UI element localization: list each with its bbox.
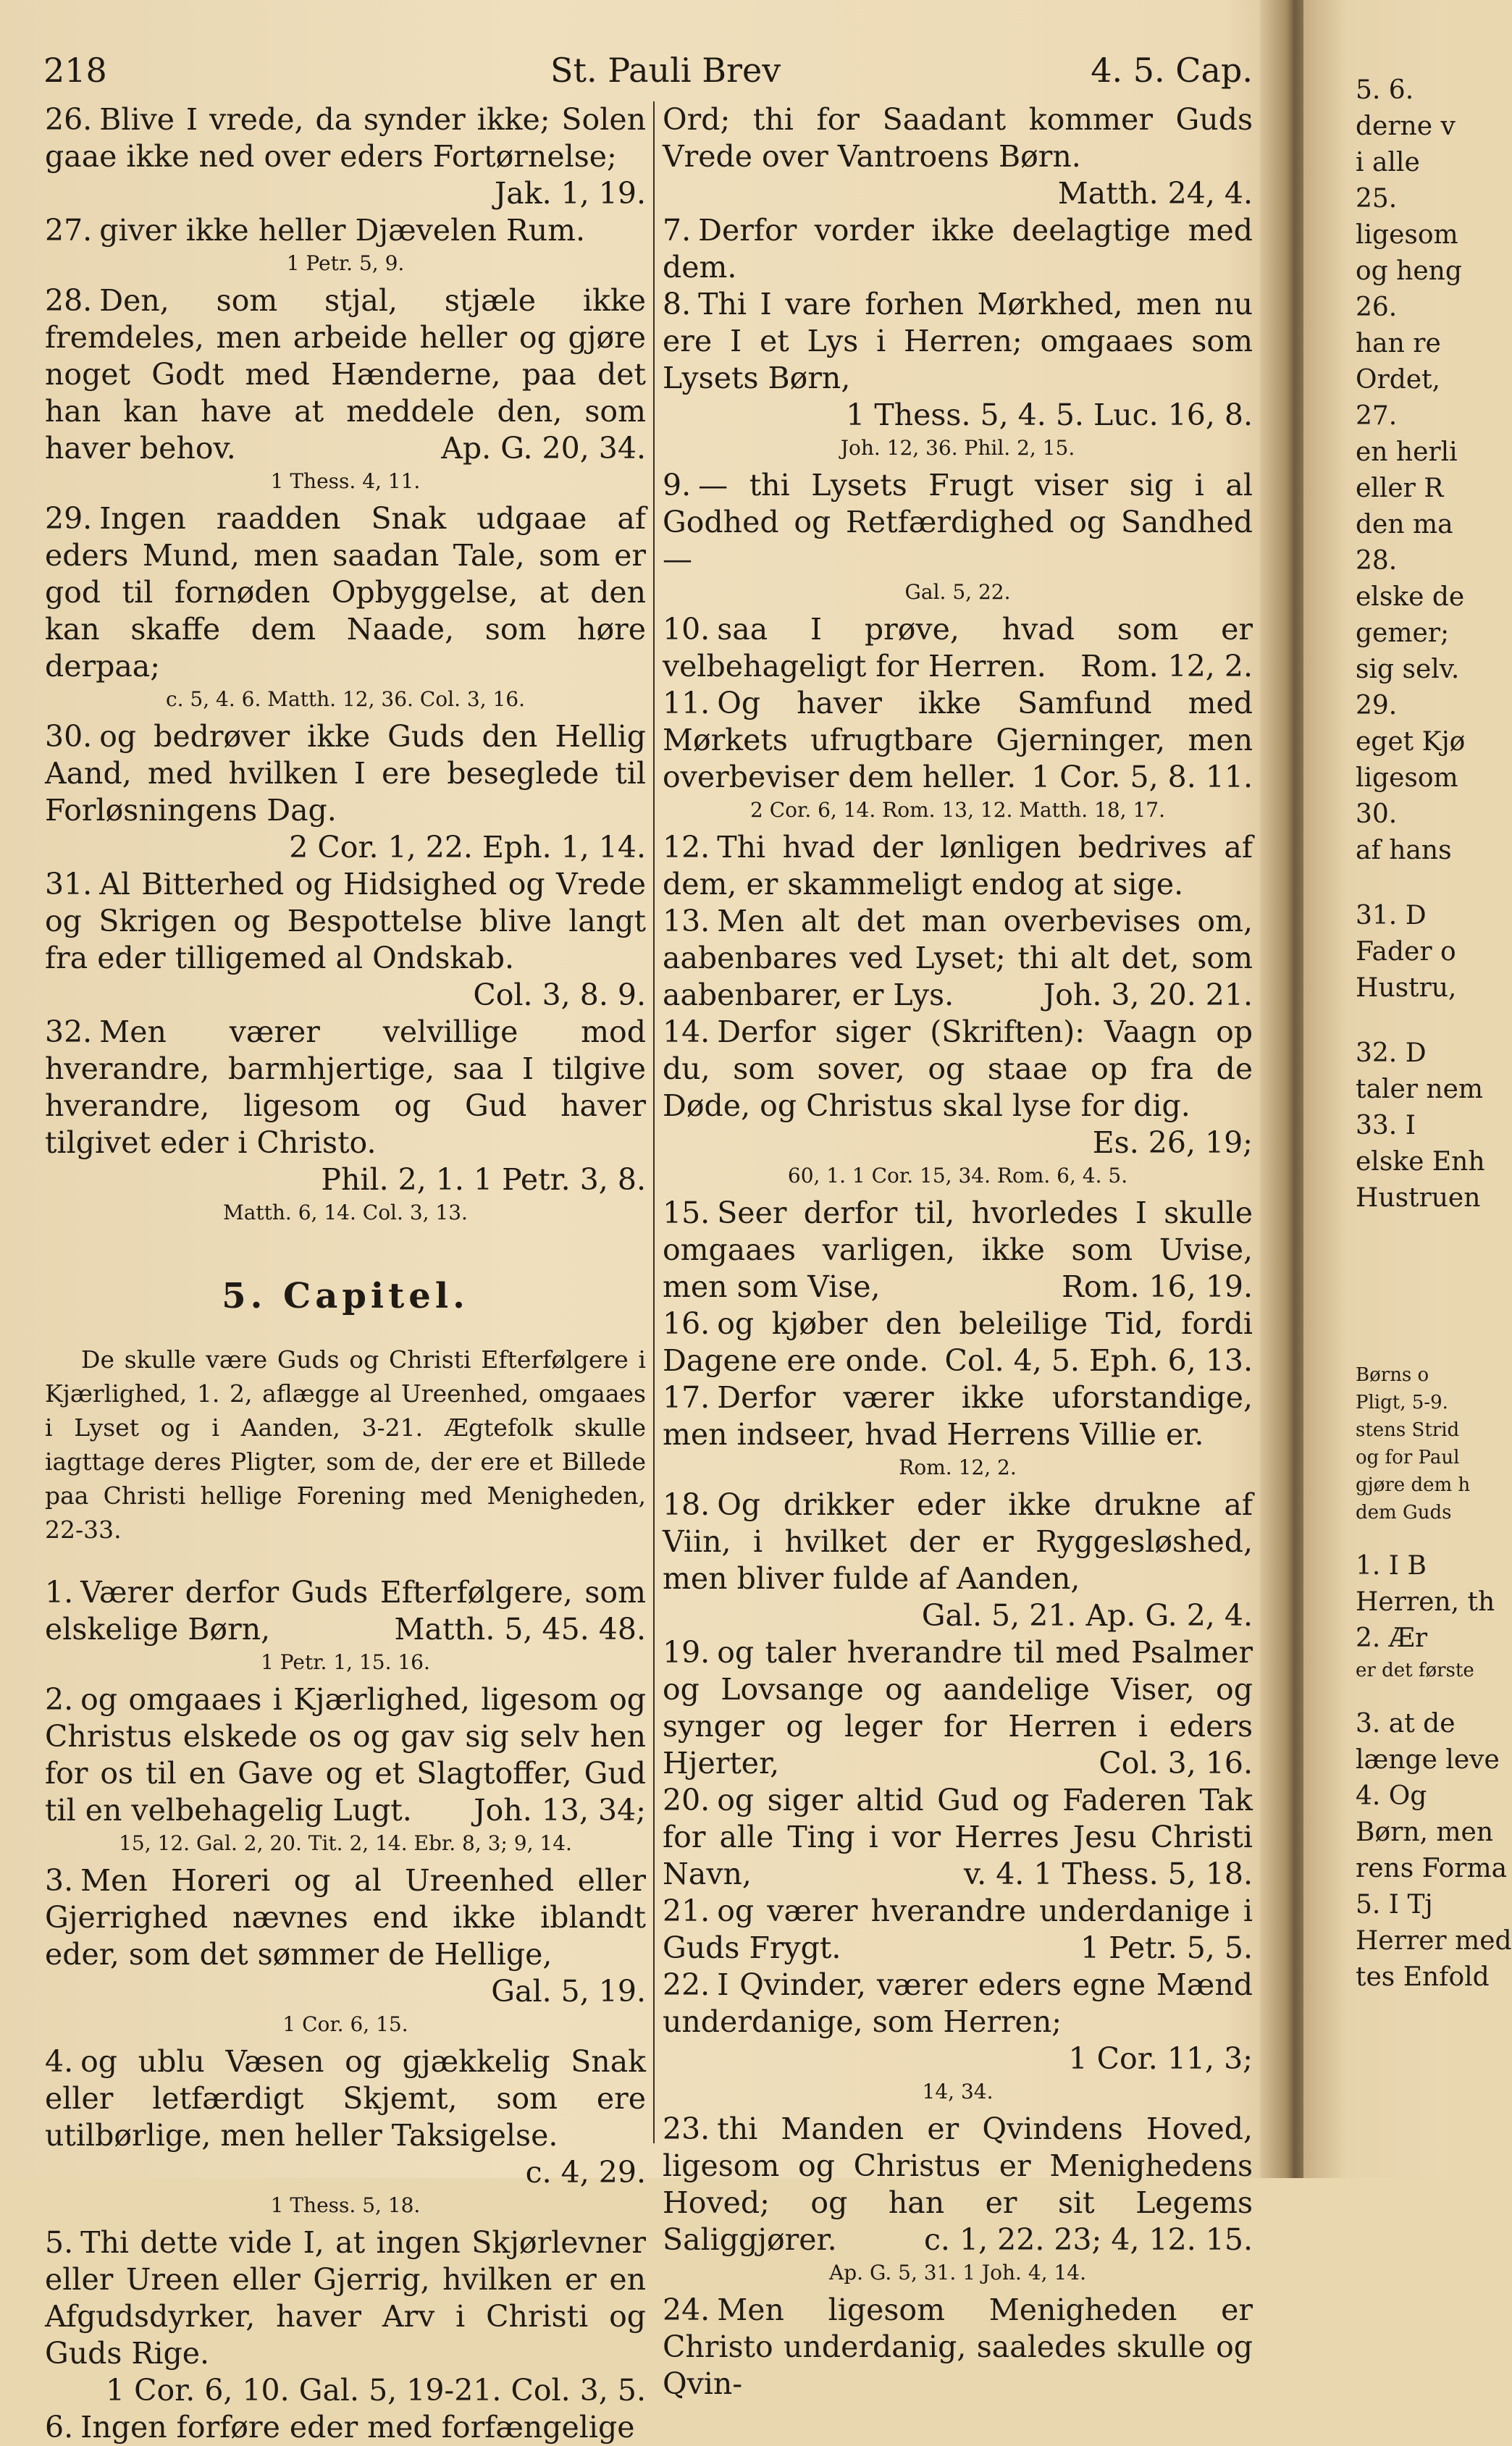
fragment-line: Hustru, [1356, 973, 1457, 1003]
verse-4-28: 28. Den, som stjal, stjæle ikke fremdeles, men arbeide heller og gjøre noget Godt med Hænderne, paa det han kan have at meddele den, som haver behov. Ap. G. 20, 34. [45, 283, 646, 466]
verse-5-6: 6. Ingen forføre eder med forfængelige [45, 2410, 635, 2445]
fragment-line: Pligt, 5-9. [1356, 1392, 1448, 1413]
verse-reference: c. 1, 22. 23; 4, 12. 15. [923, 2222, 1253, 2257]
verse-5-22: 22. I Qvinder, værer eders egne Mænd underdanige, som Herren; 1 Cor. 11, 3; [663, 1967, 1253, 2076]
verse-5-20: 20. og siger altid Gud og Faderen Tak for alle Ting i vor Herres Jesu Christi Navn, v. 4. 1 Thess. 5, 18. [663, 1783, 1253, 1891]
cross-reference: 1 Cor. 6, 15. [282, 2012, 408, 2036]
fragment-line: en herli [1356, 437, 1458, 467]
right-text-column [663, 101, 1253, 2401]
fragment-line: sig selv. [1356, 655, 1460, 684]
verse-reference: 2 Cor. 1, 22. Eph. 1, 14. [289, 830, 646, 865]
fragment-line: 33. I [1356, 1111, 1416, 1140]
cross-reference: Ap. G. 5, 31. 1 Joh. 4, 14. [829, 2261, 1086, 2285]
fragment-line: 4. Og [1356, 1781, 1427, 1811]
verse-reference: Ap. G. 20, 34. [441, 431, 646, 466]
chapter-marker: 4. 5. Cap. [1091, 51, 1253, 90]
running-header [43, 51, 1260, 101]
fragment-line: 30. [1356, 799, 1398, 829]
verse-4-29: 29. Ingen raadden Snak udgaae af eders Mund, men saadan Tale, som er god til fornøden Opbyggelse, at den kan skaffe dem Naade, som høre derpaa; [45, 501, 646, 684]
verse-4-27: 27. giver ikke heller Djævelen Rum. [45, 213, 586, 248]
cross-reference: Gal. 5, 22. [904, 580, 1011, 604]
verse-reference: 1 Thess. 5, 4. 5. Luc. 16, 8. [846, 398, 1253, 432]
verse-5-14: 14. Derfor siger (Skriften): Vaagn op du, som sover, og staae op fra de Døde, og Christus skal lyse for dig. Es. 26, 19; [663, 1014, 1253, 1160]
verse-reference: Rom. 12, 2. [1080, 649, 1253, 684]
verse-5-10: 10. saa I prøve, hvad som er velbehageligt for Herren. Rom. 12, 2. [663, 612, 1253, 684]
fragment-line: taler nem [1356, 1075, 1484, 1104]
left-text-column [45, 101, 646, 2445]
fragment-line: gemer; [1356, 618, 1450, 648]
verse-5-1: 1. Værer derfor Guds Efterfølgere, som elskelige Børn, Matth. 5, 45. 48. [45, 1575, 646, 1647]
fragment-line: ligesom [1356, 763, 1458, 793]
verse-5-7: 7. Derfor vorder ikke deelagtige med dem. [663, 213, 1253, 285]
cross-reference: 1 Petr. 5, 9. [286, 251, 405, 275]
cross-reference: 2 Cor. 6, 14. Rom. 13, 12. Matth. 18, 17. [750, 798, 1165, 822]
fragment-line: Fader o [1356, 937, 1456, 967]
fragment-line: 1. I B [1356, 1551, 1427, 1581]
verse-5-16: 16. og kjøber den beleilige Tid, fordi Dagene ere onde. Col. 4, 5. Eph. 6, 13. [663, 1306, 1253, 1378]
fragment-line: Hustruen [1356, 1183, 1481, 1213]
page-number: 218 [43, 51, 107, 90]
verse-5-15: 15. Seer derfor til, hvorledes I skulle omgaaes varligen, ikke som Uvise, men som Vise, Rom. 16, 19. [663, 1195, 1253, 1304]
verse-5-5: 5. Thi dette vide I, at ingen Skjørlevner eller Ureen eller Gjerrig, hvilken er en Afgudsdyrker, haver Arv i Christi og Guds Rige. 1 Cor. 6, 10. Gal. 5, 19-21. Col. 3, 5. [45, 2225, 646, 2408]
verse-reference: Rom. 16, 19. [1062, 1269, 1253, 1304]
verse-reference: Joh. 3, 20. 21. [1043, 978, 1253, 1012]
fragment-line: længe leve [1356, 1745, 1500, 1775]
fragment-line: tes Enfold [1356, 1962, 1490, 1992]
facing-page-edge [1303, 0, 1512, 2178]
cross-reference: 1 Petr. 1, 15. 16. [261, 1650, 430, 1674]
fragment-line: han re [1356, 329, 1441, 358]
verse-5-24: 24. Men ligesom Menigheden er Christo underdanig, saaledes skulle og Qvin- [663, 2292, 1253, 2401]
verse-5-12: 12. Thi hvad der lønligen bedrives af dem, er skammeligt endog at sige. [663, 830, 1253, 902]
verse-5-8: 8. Thi I vare forhen Mørkhed, men nu ere I et Lys i Herren; omgaaes som Lysets Børn, 1 Thess. 5, 4. 5. Luc. 16, 8. [663, 287, 1253, 432]
cross-reference: 1 Thess. 5, 18. [270, 2193, 421, 2217]
fragment-line: og for Paul [1356, 1447, 1460, 1468]
fragment-line: Børn, men [1356, 1817, 1494, 1847]
verse-reference: 1 Cor. 5, 8. 11. [1031, 760, 1253, 794]
cross-reference: 14, 34. [922, 2080, 994, 2104]
fragment-line: er det første [1356, 1660, 1474, 1681]
fragment-line: 5. I Tj [1356, 1890, 1433, 1920]
verse-reference: Col. 3, 8. 9. [473, 978, 646, 1012]
verse-5-3: 3. Men Horeri og al Ureenhed eller Gjerrighed nævnes end ikke iblandt eder, som det sømmer de Hellige, Gal. 5, 19. [45, 1863, 646, 2009]
fragment-line: i alle [1356, 148, 1420, 177]
fragment-line: Herren, th [1356, 1587, 1495, 1617]
fragment-line: den ma [1356, 510, 1453, 539]
fragment-line: og heng [1356, 256, 1462, 286]
fragment-line: 25. [1356, 184, 1398, 214]
fragment-line: dem Guds [1356, 1502, 1452, 1524]
fragment-line: 3. at de [1356, 1709, 1456, 1739]
chapter-summary: De skulle være Guds og Christi Efterfølgere i Kjærlighed, 1. 2, aflægge al Ureenhed, omgaaes i Lyset og i Aanden, 3-21. Ægtefolk skulle iagttage deres Pligter, som de, der ere et Billede paa Christi hellige Forening med Menigheden, 22-33. [45, 1345, 646, 1544]
fragment-line: elske de [1356, 582, 1465, 612]
fragment-line: 29. [1356, 691, 1398, 720]
verse-reference: 1 Petr. 5, 5. [1080, 1930, 1253, 1965]
running-title: St. Pauli Brev [550, 51, 781, 90]
verse-5-4: 4. og ublu Væsen og gjækkelig Snak eller letfærdigt Skjemt, som ere utilbørlige, men heller Taksigelse. c. 4, 29. [45, 2044, 646, 2190]
verse-4-26: 26. Blive I vrede, da synder ikke; Solen gaae ikke ned over eders Fortørnelse; Jak. 1, 19. [45, 102, 646, 211]
facing-page-fragments [1356, 72, 1512, 1996]
fragment-line: 5. 6. [1356, 75, 1414, 105]
cross-reference: Rom. 12, 2. [899, 1455, 1017, 1479]
fragment-line: Herrer med [1356, 1926, 1512, 1956]
verse-5-23: 23. thi Manden er Qvindens Hoved, ligesom og Christus er Menighedens Hoved; og han er sit Legems Saliggjører. c. 1, 22. 23; 4, 12. 15. [663, 2111, 1253, 2257]
verse-5-17: 17. Derfor værer ikke uforstandige, men indseer, hvad Herrens Villie er. [663, 1380, 1253, 1452]
verse-reference: Joh. 13, 34; [474, 1793, 646, 1828]
verse-5-19: 19. og taler hverandre til med Psalmer og Lovsange og aandelige Viser, og synger og leger for Herren i eders Hjerter, Col. 3, 16. [663, 1635, 1253, 1781]
verse-reference: Gal. 5, 19. [491, 1974, 646, 2009]
cross-reference: c. 5, 4. 6. Matth. 12, 36. Col. 3, 16. [165, 687, 526, 711]
verse-reference: Col. 4, 5. Eph. 6, 13. [944, 1343, 1253, 1378]
verse-5-2: 2. og omgaaes i Kjærlighed, ligesom og Christus elskede os og gav sig selv hen for os til en Gave og et Slagtoffer, Gud til en velbehagelig Lugt. Joh. 13, 34; [45, 1682, 646, 1828]
fragment-line: derne v [1356, 112, 1456, 141]
fragment-line: elske Enh [1356, 1147, 1485, 1177]
fragment-line: 2. Ær [1356, 1623, 1428, 1653]
verse-reference: v. 4. 1 Thess. 5, 18. [963, 1857, 1253, 1891]
fragment-line: af hans [1356, 836, 1452, 865]
fragment-line: Børns o [1356, 1364, 1429, 1386]
cross-reference: 60, 1. 1 Cor. 15, 34. Rom. 6, 4. 5. [787, 1164, 1128, 1188]
fragment-line: eller R [1356, 474, 1444, 503]
fragment-line: 31. D [1356, 901, 1427, 930]
verse-reference: 1 Cor. 11, 3; [1068, 2041, 1253, 2076]
fragment-line: stens Strid [1356, 1419, 1460, 1441]
verse-5-18: 18. Og drikker eder ikke drukne af Viin, i hvilket der er Ryggesløshed, men bliver fulde af Aanden, Gal. 5, 21. Ap. G. 2, 4. [663, 1487, 1253, 1633]
cross-reference: Joh. 12, 36. Phil. 2, 15. [840, 436, 1075, 460]
chapter-heading: 5. Capitel. [222, 1276, 469, 1316]
verse-4-30: 30. og bedrøver ikke Guds den Hellig Aand, med hvilken I ere beseglede til Forløsningens Dag. 2 Cor. 1, 22. Eph. 1, 14. [45, 719, 646, 865]
verse-reference: Es. 26, 19; [1092, 1125, 1253, 1160]
fragment-line: 28. [1356, 546, 1398, 576]
verse-4-32: 32. Men værer velvillige mod hverandre, barmhjertige, saa I tilgive hverandre, ligesom og Gud haver tilgivet eder i Christo. Phil. 2, 1. 1 Petr. 3, 8. [45, 1014, 646, 1197]
verse-reference: Col. 3, 16. [1099, 1746, 1253, 1781]
fragment-line: gjøre dem h [1356, 1474, 1471, 1496]
verse-5-13: 13. Men alt det man overbevises om, aabenbares ved Lyset; thi alt det, som aabenbarer, er Lys. Joh. 3, 20. 21. [663, 904, 1253, 1012]
fragment-line: Ordet, [1356, 365, 1440, 395]
fragment-line: 26. [1356, 293, 1398, 322]
verse-reference: Matth. 5, 45. 48. [394, 1612, 646, 1647]
cross-reference: 15, 12. Gal. 2, 20. Tit. 2, 14. Ebr. 8, 3; 9, 14. [119, 1831, 572, 1855]
cross-reference: Matth. 6, 14. Col. 3, 13. [223, 1201, 468, 1224]
fragment-line: 32. D [1356, 1038, 1427, 1068]
fragment-line: rens Forma [1356, 1854, 1508, 1883]
verse-reference: Phil. 2, 1. 1 Petr. 3, 8. [321, 1162, 646, 1197]
cross-reference: 1 Thess. 4, 11. [270, 469, 421, 493]
verse-reference: c. 4, 29. [525, 2155, 646, 2190]
fragment-line: eget Kjø [1356, 727, 1466, 757]
fragment-line: 27. [1356, 401, 1398, 431]
verse-reference: 1 Cor. 6, 10. Gal. 5, 19-21. Col. 3, 5. [105, 2373, 646, 2408]
verse-5-21: 21. og værer hverandre underdanige i Guds Frygt. 1 Petr. 5, 5. [663, 1894, 1253, 1965]
verse-reference: Gal. 5, 21. Ap. G. 2, 4. [921, 1598, 1253, 1633]
verse-reference: Matth. 24, 4. [1057, 176, 1253, 211]
column-divider [653, 101, 655, 2143]
verse-reference: Jak. 1, 19. [494, 176, 646, 211]
fragment-line: ligesom [1356, 220, 1458, 250]
verse-5-9: 9. — thi Lysets Frugt viser sig i al Godhed og Retfærdighed og Sandhed— [663, 468, 1253, 576]
verse-5-6-continued: Ord; thi for Saadant kommer Guds Vrede over Vantroens Børn. Matth. 24, 4. [663, 102, 1253, 211]
verse-5-11: 11. Og haver ikke Samfund med Mørkets ufrugtbare Gjerninger, men overbeviser dem heller. 1 Cor. 5, 8. 11. [663, 686, 1253, 794]
verse-4-31: 31. Al Bitterhed og Hidsighed og Vrede og Skrigen og Bespottelse blive langt fra eder tilligemed al Ondskab. Col. 3, 8. 9. [45, 867, 646, 1012]
